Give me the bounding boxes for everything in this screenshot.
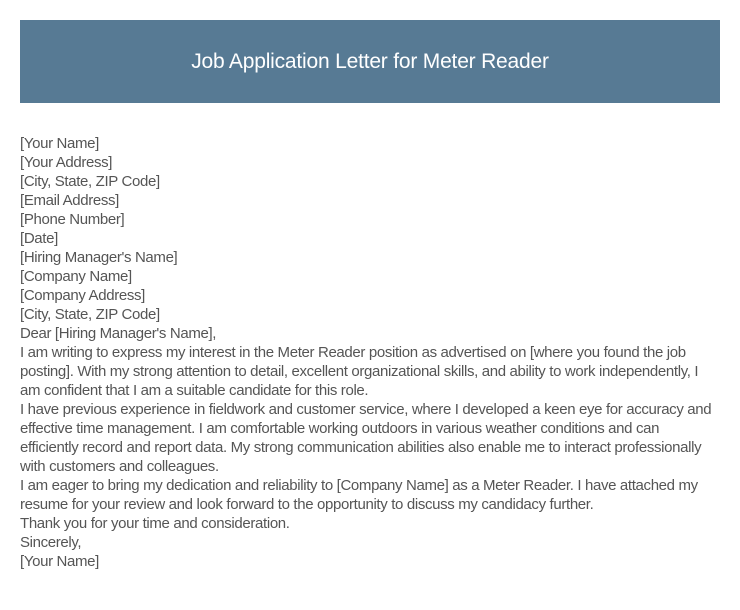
letter-date: [Date] — [20, 230, 58, 247]
recipient-name: [Hiring Manager's Name] — [20, 249, 178, 266]
paragraph-experience: I have previous experience in fieldwork and customer service, where I developed a keen eye for accuracy and effective time management. I am comfortable working outdoors in various weather conditions and can efficiently record and report data. My strong communication abilities also enable me to interact professionally with customers and colleagues. — [20, 401, 712, 475]
sender-address: [Your Address] — [20, 154, 113, 171]
sender-city: [City, State, ZIP Code] — [20, 173, 160, 190]
sender-phone: [Phone Number] — [20, 211, 125, 228]
thanks-line: Thank you for your time and consideration. — [20, 515, 290, 532]
recipient-company: [Company Name] — [20, 268, 132, 285]
paragraph-closing: I am eager to bring my dedication and reliability to [Company Name] as a Meter Reader. I have attached my resume for your review and look forward to the opportunity to discuss my candidacy further. — [20, 477, 698, 513]
page-title: Job Application Letter for Meter Reader — [191, 49, 549, 73]
paragraph-intro: I am writing to express my interest in the Meter Reader position as advertised on [where you found the job posting]. With my strong attention to detail, excellent organizational skills, and ability to work independently, I am confident that I am a suitable candidate for this role. — [20, 344, 699, 399]
signature-name: [Your Name] — [20, 553, 99, 570]
title-banner — [20, 20, 720, 103]
letter-body — [20, 134, 720, 571]
sender-name: [Your Name] — [20, 135, 99, 152]
salutation: Dear [Hiring Manager's Name], — [20, 325, 217, 342]
sender-email: [Email Address] — [20, 192, 119, 209]
recipient-city: [City, State, ZIP Code] — [20, 306, 160, 323]
sign-off: Sincerely, — [20, 534, 82, 551]
recipient-address: [Company Address] — [20, 287, 145, 304]
